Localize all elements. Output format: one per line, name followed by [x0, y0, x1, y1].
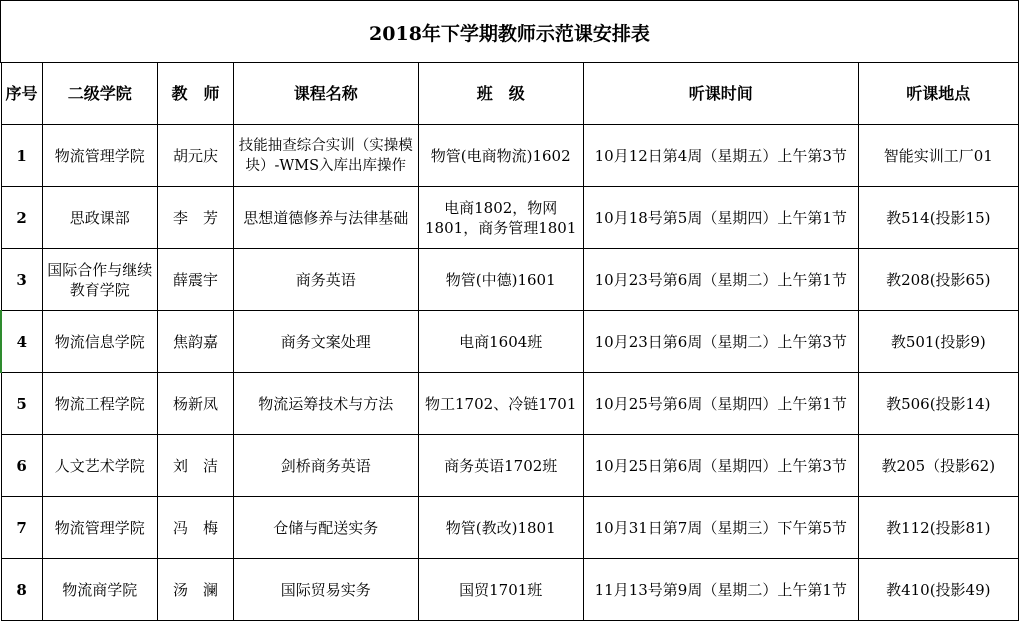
cell-college[interactable]: 物流信息学院 — [42, 311, 157, 373]
table-row — [1, 435, 1019, 497]
cell-course[interactable]: 剑桥商务英语 — [234, 435, 418, 497]
cell-class[interactable]: 物管(电商物流)1602 — [418, 125, 583, 187]
header-time[interactable]: 听课时间 — [583, 63, 858, 125]
table-row — [1, 125, 1019, 187]
cell-index[interactable]: 4 — [1, 311, 42, 373]
cell-class[interactable]: 物管(教改)1801 — [418, 497, 583, 559]
table-row — [1, 559, 1019, 621]
cell-time[interactable]: 10月31日第7周（星期三）下午第5节 — [583, 497, 858, 559]
cell-teacher[interactable]: 汤 澜 — [157, 559, 233, 621]
cell-place[interactable]: 教410(投影49) — [858, 559, 1018, 621]
cell-course[interactable]: 国际贸易实务 — [234, 559, 418, 621]
header-class[interactable]: 班 级 — [418, 63, 583, 125]
cell-college[interactable]: 思政课部 — [42, 187, 157, 249]
cell-college[interactable]: 物流管理学院 — [42, 497, 157, 559]
header-teacher[interactable]: 教 师 — [157, 63, 233, 125]
cell-college[interactable]: 物流商学院 — [42, 559, 157, 621]
cell-college[interactable]: 物流工程学院 — [42, 373, 157, 435]
header-course[interactable]: 课程名称 — [234, 63, 418, 125]
cell-class[interactable]: 物管(中德)1601 — [418, 249, 583, 311]
cell-time[interactable]: 10月18号第5周（星期四）上午第1节 — [583, 187, 858, 249]
table-row — [1, 497, 1019, 559]
cell-index[interactable]: 8 — [1, 559, 42, 621]
schedule-table — [0, 62, 1019, 621]
cell-teacher[interactable]: 杨新凤 — [157, 373, 233, 435]
cell-time[interactable]: 10月23号第6周（星期二）上午第1节 — [583, 249, 858, 311]
cell-place[interactable]: 教506(投影14) — [858, 373, 1018, 435]
header-college[interactable]: 二级学院 — [42, 63, 157, 125]
cell-time[interactable]: 10月25号第6周（星期四）上午第1节 — [583, 373, 858, 435]
cell-class[interactable]: 物工1702、冷链1701 — [418, 373, 583, 435]
cell-place[interactable]: 智能实训工厂01 — [858, 125, 1018, 187]
cell-class[interactable]: 电商1604班 — [418, 311, 583, 373]
cell-teacher[interactable]: 薛震宇 — [157, 249, 233, 311]
cell-index[interactable]: 1 — [1, 125, 42, 187]
cell-time[interactable]: 10月23日第6周（星期二）上午第3节 — [583, 311, 858, 373]
cell-teacher[interactable]: 焦韵嘉 — [157, 311, 233, 373]
cell-teacher[interactable]: 冯 梅 — [157, 497, 233, 559]
cell-class[interactable]: 国贸1701班 — [418, 559, 583, 621]
cell-index[interactable]: 6 — [1, 435, 42, 497]
cell-teacher[interactable]: 胡元庆 — [157, 125, 233, 187]
cell-place[interactable]: 教112(投影81) — [858, 497, 1018, 559]
cell-course[interactable]: 技能抽查综合实训（实操模块）-WMS入库出库操作 — [234, 125, 418, 187]
cell-time[interactable]: 10月12日第4周（星期五）上午第3节 — [583, 125, 858, 187]
cell-teacher[interactable]: 刘 洁 — [157, 435, 233, 497]
cell-college[interactable]: 人文艺术学院 — [42, 435, 157, 497]
header-index[interactable]: 序号 — [1, 63, 42, 125]
table-row — [1, 249, 1019, 311]
cell-course[interactable]: 思想道德修养与法律基础 — [234, 187, 418, 249]
cell-place[interactable]: 教514(投影15) — [858, 187, 1018, 249]
cell-course[interactable]: 商务文案处理 — [234, 311, 418, 373]
cell-place[interactable]: 教205（投影62) — [858, 435, 1018, 497]
cell-time[interactable]: 10月25日第6周（星期四）上午第3节 — [583, 435, 858, 497]
header-row — [1, 63, 1019, 125]
cell-place[interactable]: 教208(投影65) — [858, 249, 1018, 311]
cell-time[interactable]: 11月13号第9周（星期二）上午第1节 — [583, 559, 858, 621]
cell-course[interactable]: 物流运筹技术与方法 — [234, 373, 418, 435]
cell-place[interactable]: 教501(投影9) — [858, 311, 1018, 373]
sheet-title[interactable]: 2018年下学期教师示范课安排表 — [0, 0, 1019, 63]
cell-course[interactable]: 商务英语 — [234, 249, 418, 311]
table-row — [1, 373, 1019, 435]
cell-index[interactable]: 7 — [1, 497, 42, 559]
cell-index[interactable]: 2 — [1, 187, 42, 249]
cell-college[interactable]: 国际合作与继续教育学院 — [42, 249, 157, 311]
header-place[interactable]: 听课地点 — [858, 63, 1018, 125]
cell-index[interactable]: 5 — [1, 373, 42, 435]
cell-teacher[interactable]: 李 芳 — [157, 187, 233, 249]
cell-college[interactable]: 物流管理学院 — [42, 125, 157, 187]
cell-course[interactable]: 仓储与配送实务 — [234, 497, 418, 559]
cell-index[interactable]: 3 — [1, 249, 42, 311]
table-row — [1, 187, 1019, 249]
cell-class[interactable]: 电商1802，物网1801，商务管理1801 — [418, 187, 583, 249]
table-row — [1, 311, 1019, 373]
cell-class[interactable]: 商务英语1702班 — [418, 435, 583, 497]
